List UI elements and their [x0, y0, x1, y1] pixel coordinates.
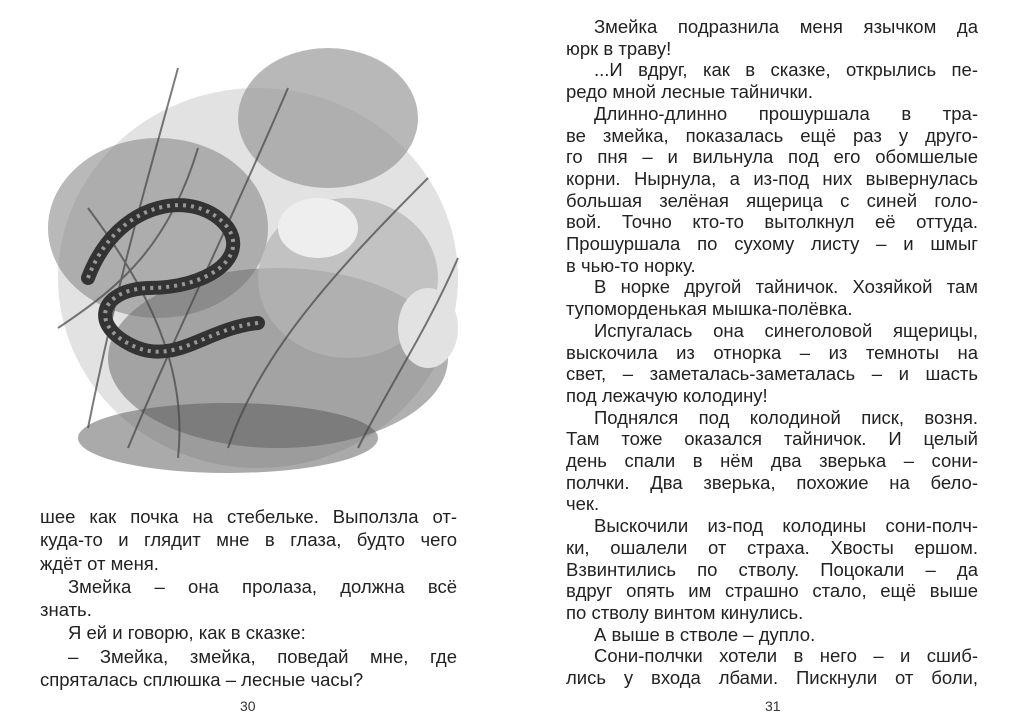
text-line: юрк в траву! — [566, 37, 672, 59]
paragraph — [566, 276, 978, 319]
text-line: тупоморденькая мышка-полёвка. — [566, 298, 853, 320]
paragraph — [566, 16, 978, 59]
page-number: 30 — [240, 698, 256, 714]
text-line: ки, ошалели от страха. Хвосты ершом. — [566, 536, 978, 558]
text-line: Я ей и говорю, как в сказке: — [68, 622, 306, 644]
text-line: ве змейка, показалась ещё раз у друго- — [566, 124, 978, 146]
text-line: ждёт от меня. — [40, 552, 159, 574]
text-line: Змейка подразнила меня язычком да — [594, 16, 978, 37]
page-number: 31 — [765, 698, 781, 714]
paragraph — [566, 320, 978, 407]
text-line: шее как почка на стебельке. Выползла от- — [40, 506, 457, 527]
text-line: Испугалась она синеголовой ящерицы, — [594, 319, 978, 341]
text-line: чек. — [566, 493, 600, 515]
text-line: Прошуршала по сухому листу – и шмыг — [566, 233, 978, 255]
text-line: корни. Нырнула, а из-под них вывернулась — [566, 167, 978, 189]
text-line: вой. Точно кто-то вытолкнул её оттуда. — [566, 211, 978, 233]
left-page-text — [40, 505, 457, 691]
paragraph — [566, 624, 978, 646]
right-page-text — [566, 16, 978, 689]
text-line: куда-то и глядит мне в глаза, будто чего — [40, 529, 457, 551]
text-line: Поднялся под колодиной писк, возня. — [594, 406, 978, 428]
text-line: под лежачую колодину! — [566, 384, 768, 406]
text-line: свет, – заметалась-заметалась – и шасть — [566, 363, 978, 385]
text-line: полчки. Два зверька, похожие на бело- — [566, 471, 978, 493]
text-line: Там тоже оказался тайничок. И целый — [566, 428, 978, 450]
left-page — [0, 0, 506, 727]
paragraph — [566, 407, 978, 516]
text-line: в чью-то норку. — [566, 254, 696, 276]
text-line: го пня – и вильнула под его обомшелые — [566, 146, 978, 168]
text-line: В норке другой тайничок. Хозяйкой там — [594, 276, 978, 298]
text-line: редо мной лесные тайнички. — [566, 81, 814, 103]
paragraph — [566, 103, 978, 277]
text-line: Взвинтились по стволу. Поцокали – да — [566, 558, 978, 580]
text-line: большая зелёная ящерица с синей голо- — [566, 189, 978, 211]
paragraph — [566, 645, 978, 688]
text-line: ...И вдруг, как в сказке, открылись пе- — [594, 59, 978, 81]
text-line: Длинно-длинно прошуршала в тра- — [594, 102, 978, 124]
text-line: Выскочили из-под колодины сони-полч- — [594, 515, 978, 537]
paragraph — [40, 621, 457, 644]
text-line: знать. — [40, 599, 92, 621]
right-page — [506, 0, 1013, 727]
text-line: Сони-полчки хотели в него – и сшиб- — [594, 645, 978, 667]
text-line: день спали в нём два зверька – сони- — [566, 450, 978, 472]
text-line: А выше в стволе – дупло. — [594, 623, 816, 645]
paragraph — [40, 645, 457, 692]
text-line: вдруг опять им страшно стало, ещё выше — [566, 580, 978, 602]
text-line: лись у входа лбами. Пискнули от боли, — [566, 667, 978, 689]
text-line: Змейка – она пролаза, должна всё — [68, 575, 457, 597]
illustration-snake-in-grass — [28, 28, 473, 488]
paragraph — [40, 505, 457, 575]
paragraph — [566, 515, 978, 624]
paragraph — [566, 59, 978, 102]
text-line: по стволу винтом кинулись. — [566, 601, 804, 623]
text-line: выскочила из отнорка – из темноты на — [566, 341, 978, 363]
paragraph — [40, 575, 457, 622]
text-line: – Змейка, змейка, поведай мне, где — [68, 645, 457, 667]
text-line: спряталась сплюшка – лесные часы? — [40, 669, 364, 691]
